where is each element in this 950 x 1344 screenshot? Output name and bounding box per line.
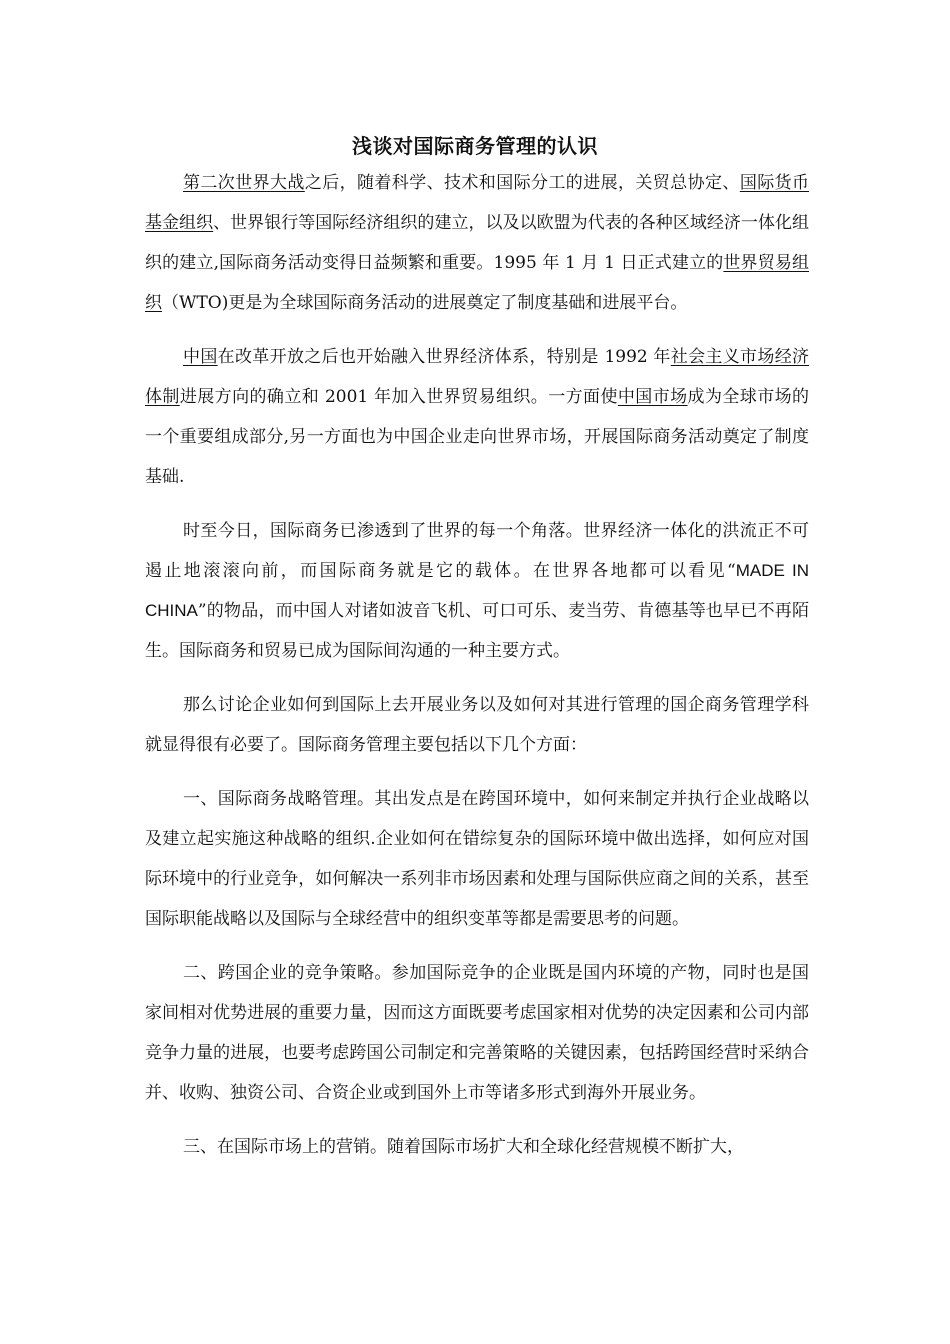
document-body — [145, 163, 809, 1181]
paragraph-text: 时至今日，国际商务已渗透到了世界的每一个角落。世界经济一体化的洪流正不可遏止地滚滚向前，而国际商务就是它的载体。在世界各地都可以看见“ — [145, 521, 809, 581]
page-title: 浅谈对国际商务管理的认识 — [352, 134, 598, 159]
link-china[interactable]: 中国 — [183, 347, 218, 367]
link-socialist-market-economy[interactable]: 社会主义市场经济体制 — [145, 347, 810, 407]
link-china-market[interactable]: 中国市场 — [617, 387, 688, 407]
paragraph-international-marketing: 三、在国际市场上的营销。随着国际市场扩大和全球化经营规模不断扩大， — [183, 1137, 744, 1157]
link-world-war-two[interactable]: 第二次世界大战 — [183, 173, 305, 193]
paragraph-globalization — [145, 511, 809, 671]
paragraph-text: ”的物品，而中国人对诸如波音飞机、可口可乐、麦当劳、肯德基等也早已不再陌生。国际商务和贸易已成为国际间沟通的一种主要方式。 — [145, 601, 809, 661]
paragraph-text: （WTO)更是为全球国际商务活动的进展奠定了制度基础和进展平台。 — [162, 293, 688, 313]
paragraph-text: 之后，随着科学、技术和国际分工的进展，关贸总协定、 — [304, 173, 740, 193]
paragraph-text: 在改革开放之后也开始融入世界经济体系，特别是 1992 年 — [217, 347, 671, 367]
paragraph-text: 成为全球市场的一个重要组成部分,另一方面也为中国企业走向世界市场，开展国际商务活动奠定了制度基础. — [145, 387, 810, 487]
paragraph-text: 进展方向的确立和 2001 年加入世界贸易组织。一方面使 — [179, 387, 618, 407]
paragraph-discipline-intro: 那么讨论企业如何到国际上去开展业务以及如何对其进行管理的国企商务管理学科就显得很有必要了。国际商务管理主要包括以下几个方面： — [145, 695, 809, 755]
paragraph-text: 、世界银行等国际经济组织的建立，以及以欧盟为代表的各种区域经济一体化组织的建立,国际商务活动变得日益频繁和重要。1995 年 1 月 1 日正式建立的 — [145, 213, 810, 273]
paragraph-postwar-background — [145, 163, 809, 323]
paragraph-strategy-management: 一、国际商务战略管理。其出发点是在跨国环境中，如何来制定并执行企业战略以及建立起实施这种战略的组织.企业如何在错综复杂的国际环境中做出选择，如何应对国际环境中的行业竞争，如何解决一系列非市场因素和处理与国际供应商之间的关系，甚至国际职能战略以及国际与全球经营中的组织变革等都是需要思考的问题。 — [145, 789, 809, 929]
paragraph-competitive-strategy: 二、跨国企业的竞争策略。参加国际竞争的企业既是国内环境的产物，同时也是国家间相对优势进展的重要力量，因而这方面既要考虑国家相对优势的决定因素和公司内部竞争力量的进展，也要考虑跨国公司制定和完善策略的关键因素，包括跨国经营时采纳合并、收购、独资公司、合资企业或到国外上市等诸多形式到海外开展业务。 — [145, 963, 809, 1103]
link-imf[interactable]: 国际货币基金组织 — [145, 173, 810, 233]
paragraph-china-integration — [145, 337, 809, 497]
made-in-china-text: MADE IN CHINA — [145, 561, 809, 620]
link-wto[interactable]: 世界贸易组织 — [145, 253, 810, 313]
